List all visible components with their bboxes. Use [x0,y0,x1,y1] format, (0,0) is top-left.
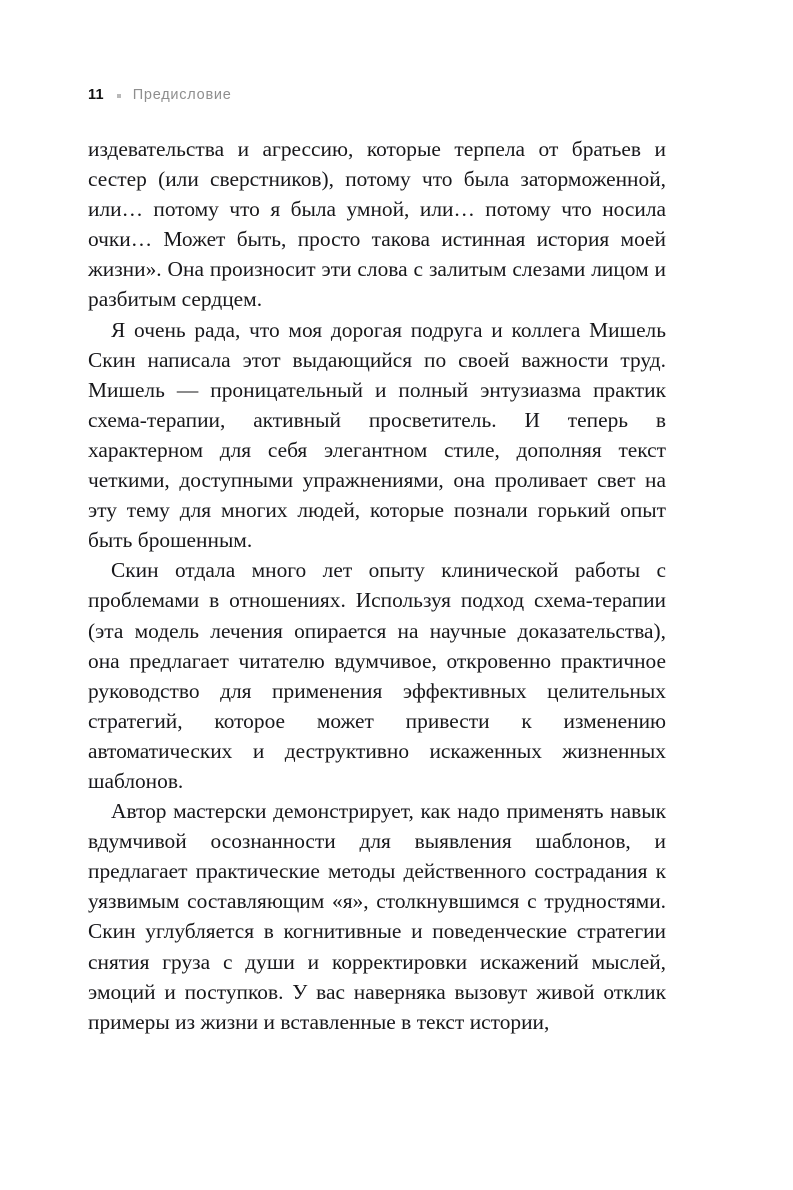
paragraph-author-demonstrates: Автор мастерски демонстрирует, как надо применять навык вдумчивой осознанности для выявления шаблонов, и предлагает практические методы действенного сострадания к уязвимым составляющим «я», столкнувшимся с трудностями. Скин углубляется в когнитивные и поведенческие стратегии снятия груза с души и корректировки искажений мыслей, эмоций и поступков. У вас наверняка вызовут живой отклик примеры из жизни и вставленные в текст истории, [88,799,666,1034]
paragraph-michelle-skin: Я очень рада, что моя дорогая подруга и коллега Мишель Скин написала этот выдающийся по своей важности труд. Мишель — проницательный и полный энтузиазма практик схема-терапии, активный просветитель. И теперь в характерном для себя элегантном стиле, дополняя текст четкими, доступными упражнениями, она проливает свет на эту тему для многих людей, которые познали горький опыт быть брошенным. [88,317,666,553]
paragraph-continued: издевательства и агрессию, которые терпела от братьев и сестер (или сверстников), потому что была заторможенной, или… потому что я была умной, или… потому что носила очки… Может быть, просто такова истинная история моей жизни». Она произносит эти слова с залитым слезами лицом и разбитым сердцем. [88,137,666,312]
square-bullet-icon [117,94,121,98]
body-text-column [88,134,666,1037]
running-head-title: Предисловие [132,87,232,103]
running-head [88,88,232,103]
paragraph-clinical-work: Скин отдала много лет опыту клинической работы с проблемами в отношениях. Используя подход схема-терапии (эта модель лечения опирается на научные доказательства), она предлагает читателю вдумчивое, откровенно практичное руководство для применения эффективных целительных стратегий, которое может привести к изменению автоматических и деструктивно искаженных жизненных шаблонов. [88,558,666,793]
page-number: 11 [88,87,104,103]
